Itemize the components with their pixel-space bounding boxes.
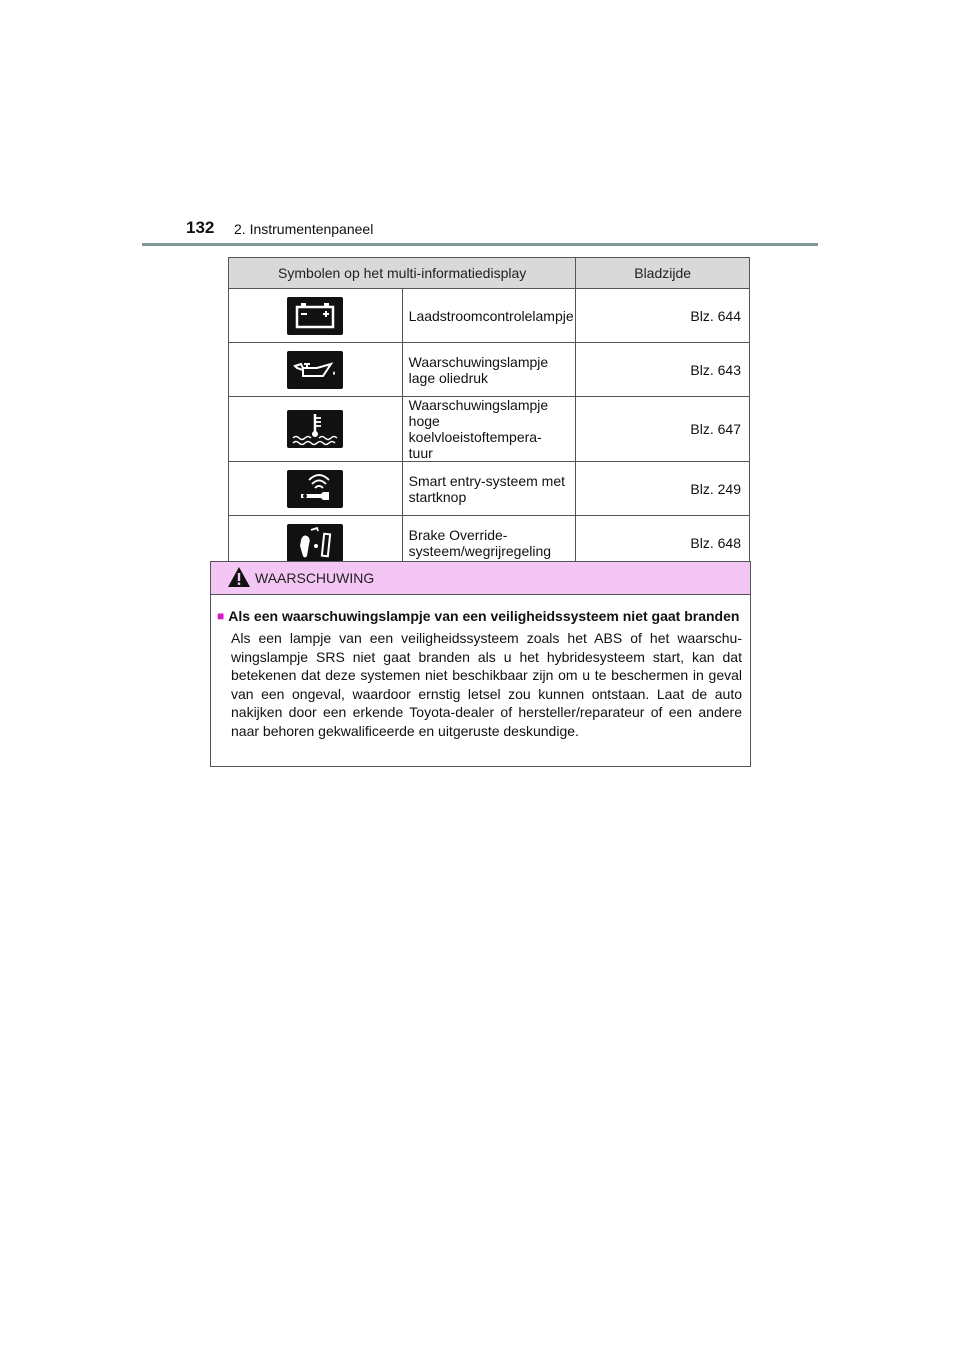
description-line: tuur [408, 445, 433, 461]
square-bullet-icon: ■ [217, 609, 225, 623]
battery-charge-icon [287, 297, 343, 335]
smart-entry-key-icon [287, 470, 343, 508]
brake-override-icon [287, 524, 343, 562]
warning-text: Als een lampje van een veiligheidssysteem zoals het ABS of het waarschu-wingslampje SRS niet gaat branden als u het hybridesysteem start, kan dat betekenen dat deze systemen niet beschikbaar zijn om u te beschermen in geval van een ongeval, waardoor ernstig letsel zou kunnen ontstaan. Laat de auto nakijken door een erkende Toyota-dealer of hersteller/reparateur of een andere naar behoren gekwalificeerde en uitgeruste deskundige. [231, 630, 742, 739]
symbol-description: Waarschuwingslampje lage oliedruk [402, 343, 576, 397]
symbol-description: Smart entry-systeem met startknop [402, 462, 576, 516]
symbol-description: Laadstroomcontrolelampje [402, 289, 576, 343]
warning-body [211, 595, 750, 740]
table-row [229, 289, 750, 343]
column-header-symbols: Symbolen op het multi-informatiedisplay [229, 258, 576, 289]
table-header-row [229, 258, 750, 289]
page-reference: Blz. 644 [576, 289, 750, 343]
description-line: Waarschuwingslampje hoge koelvloeistoftempera- [408, 397, 549, 445]
symbol-table [228, 257, 750, 570]
page-reference: Blz. 643 [576, 343, 750, 397]
symbol-description: Brake Override-systeem/wegrijregeling [402, 516, 576, 570]
coolant-temperature-icon [287, 410, 343, 448]
oil-pressure-icon [287, 351, 343, 389]
warning-header [211, 562, 750, 595]
header-rule [142, 243, 818, 246]
icon-cell [229, 289, 403, 343]
warning-heading-text: Als een waarschuwingslampje van een veiligheidssysteem niet gaat branden [228, 608, 740, 624]
warning-box [210, 561, 751, 767]
table-row [229, 462, 750, 516]
warning-heading [217, 607, 742, 625]
table-row [229, 343, 750, 397]
page-number: 132 [186, 218, 215, 237]
warning-label: WAARSCHUWING [255, 570, 375, 586]
table-row [229, 397, 750, 462]
icon-cell [229, 462, 403, 516]
page-reference: Blz. 647 [576, 397, 750, 462]
section-title: 2. Instrumentenpaneel [234, 221, 374, 237]
warning-triangle-icon [227, 566, 251, 588]
icon-cell [229, 397, 403, 462]
icon-cell [229, 343, 403, 397]
symbol-description [402, 397, 576, 462]
column-header-page: Bladzijde [576, 258, 750, 289]
page-reference: Blz. 648 [576, 516, 750, 570]
page-reference: Blz. 249 [576, 462, 750, 516]
